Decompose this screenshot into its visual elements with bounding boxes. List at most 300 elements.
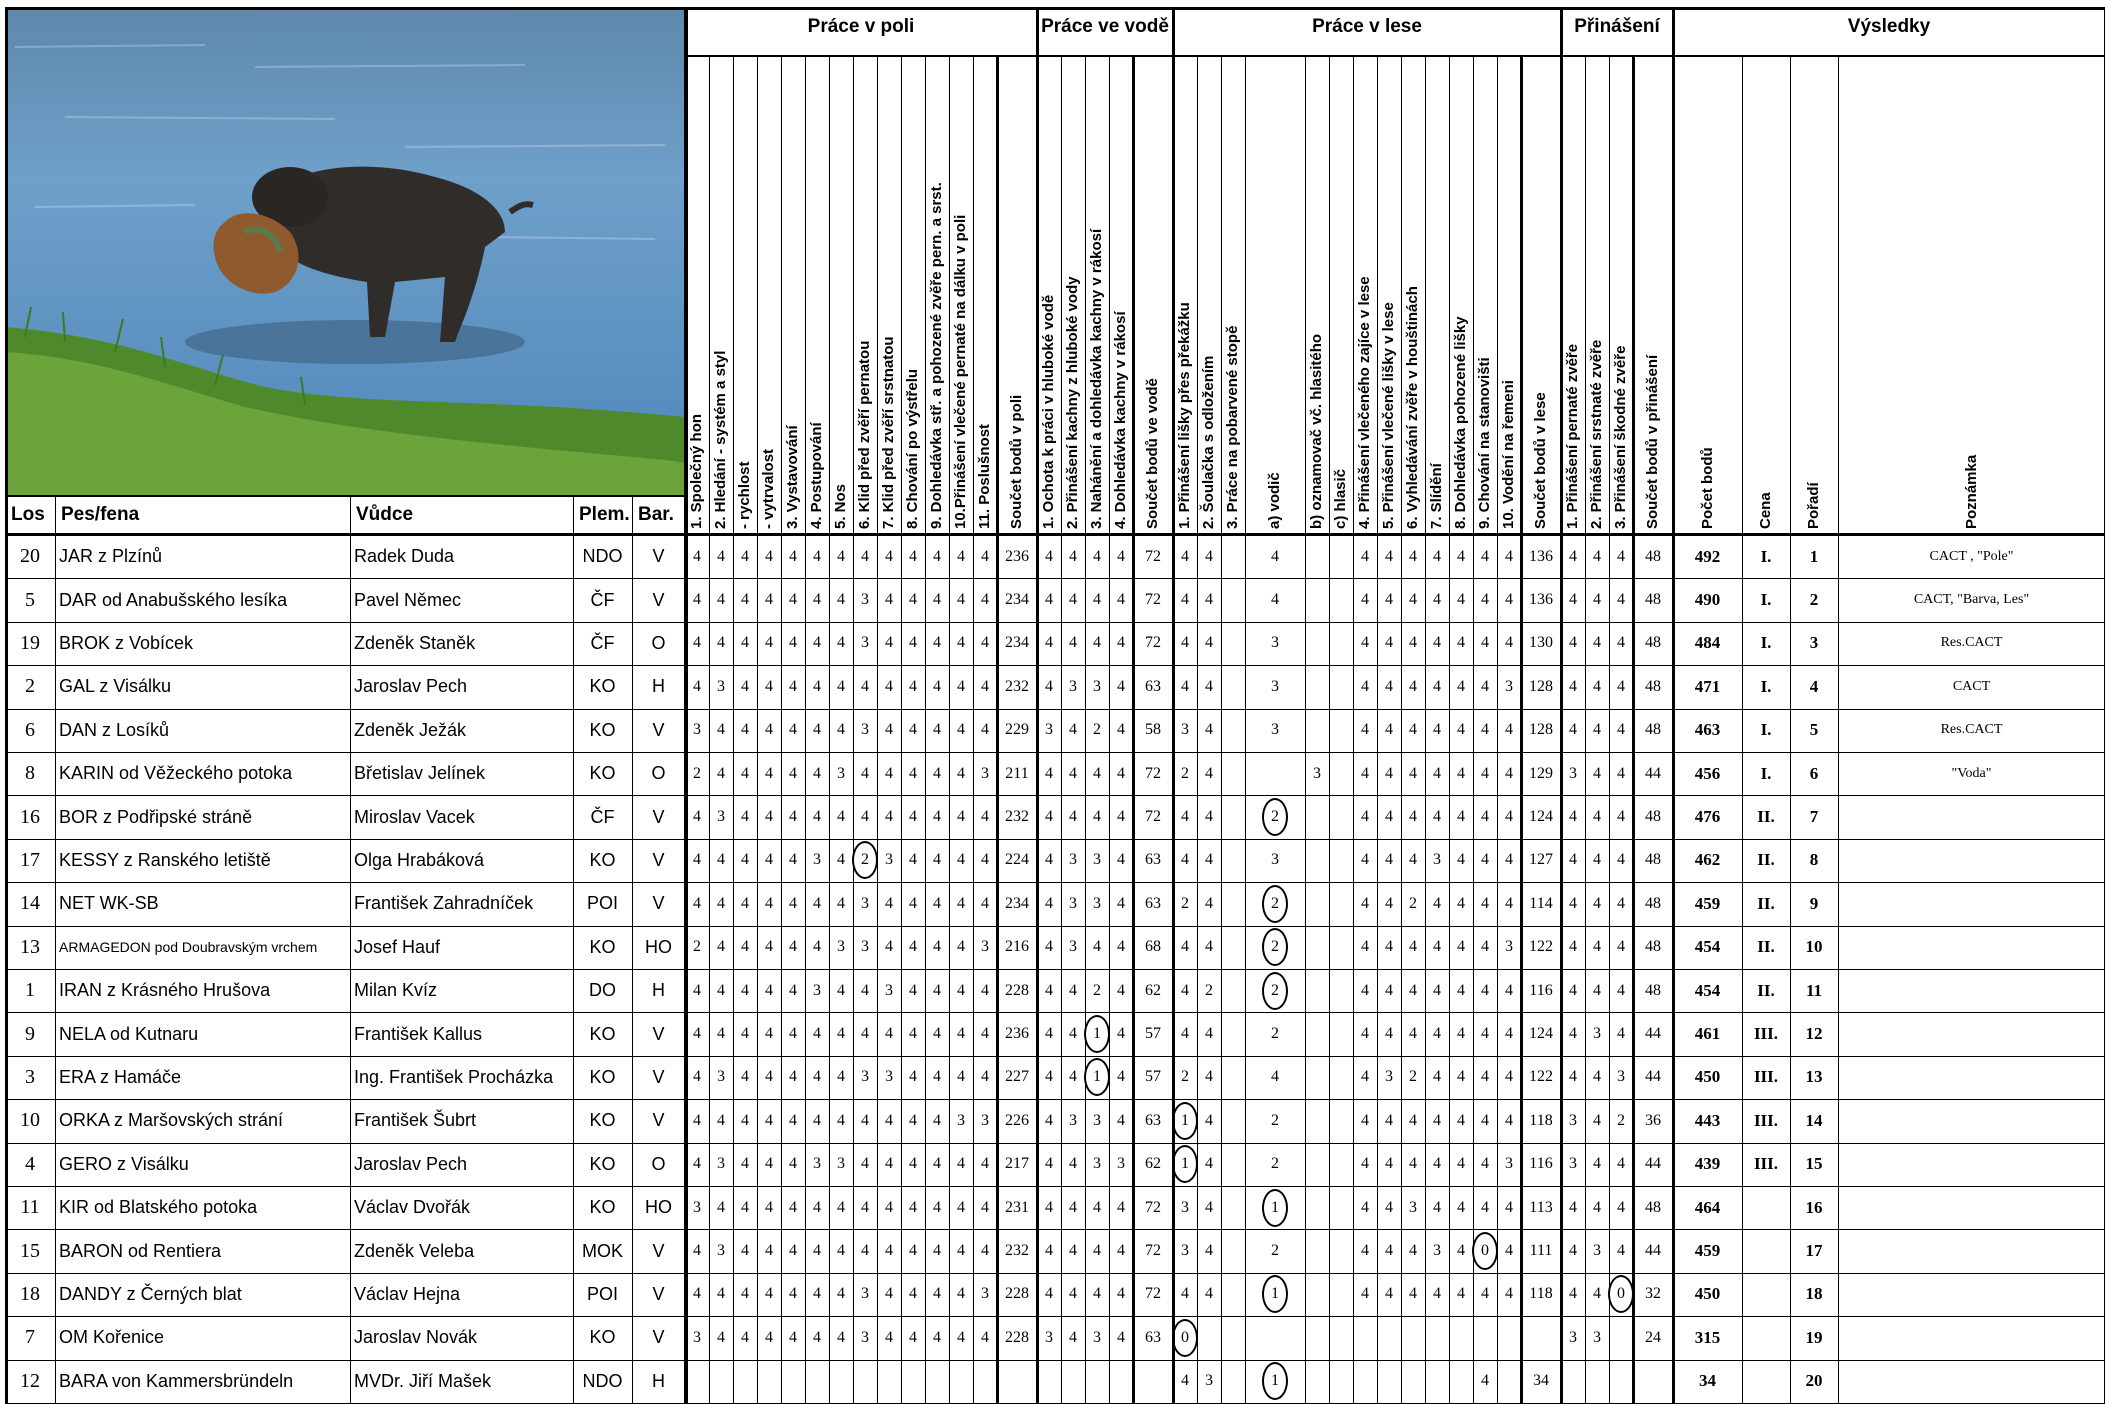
score-cell — [1561, 1360, 1585, 1403]
score-cell: 3 — [957, 1111, 965, 1129]
result-total: 461 — [1694, 1024, 1721, 1044]
result-note: CACT — [1952, 678, 1991, 694]
score-cell: 4 — [1117, 547, 1125, 565]
score-cell: 4 — [1457, 677, 1465, 695]
score-cell: 124 — [1529, 1025, 1553, 1043]
result-prize: III. — [1753, 1110, 1779, 1130]
result-prize: I. — [1760, 720, 1772, 740]
row-los: 6 — [25, 718, 35, 741]
score-cell: 4 — [861, 677, 869, 695]
score-cell: 48 — [1645, 808, 1661, 826]
score-cell: 4 — [693, 1068, 701, 1086]
score-cell: 4 — [1617, 851, 1625, 869]
score-cell: 1 — [1245, 1360, 1305, 1403]
score-cell — [1221, 882, 1245, 925]
score-cell: 4 — [765, 1155, 773, 1173]
grid-line — [5, 495, 685, 497]
score-cell: 4 — [1433, 547, 1441, 565]
grid-line — [877, 55, 878, 1403]
score-cell: 234 — [1005, 634, 1029, 652]
score-cell: 3 — [981, 938, 989, 956]
score-cell: 3 — [885, 981, 893, 999]
score-cell: 4 — [1205, 1111, 1213, 1129]
score-cell: 1 — [1173, 1099, 1197, 1142]
score-cell: 1 — [1245, 1186, 1305, 1229]
score-cell: 4 — [981, 1068, 989, 1086]
result-prize: I. — [1760, 676, 1772, 696]
row-handler: Olga Hrabáková — [354, 849, 485, 870]
result-note — [1838, 1273, 2105, 1316]
score-cell: 4 — [693, 547, 701, 565]
row-handler: Zdeněk Ježák — [354, 719, 467, 740]
score-cell: 4 — [1093, 808, 1101, 826]
row-los: 19 — [20, 631, 40, 654]
score-cell: 4 — [909, 634, 917, 652]
score-cell: 62 — [1145, 981, 1161, 999]
score-cell: 4 — [1617, 634, 1625, 652]
score-cell: 4 — [813, 1242, 821, 1260]
column-header: 11. Poslušnost — [976, 423, 993, 529]
score-cell — [1221, 1229, 1245, 1272]
score-cell: 4 — [1205, 894, 1213, 912]
score-cell: 3 — [1045, 1328, 1053, 1346]
row-los: 11 — [20, 1196, 40, 1219]
column-header: 8. Dohledávka pohozené lišky — [1452, 316, 1469, 529]
score-cell: 3 — [1271, 721, 1279, 739]
base-column-header: Pes/fena — [61, 504, 140, 525]
row-dog: NET WK-SB — [59, 893, 159, 914]
column-header: 1. Přinášení lišky přes překážku — [1176, 302, 1193, 529]
score-cell: 4 — [1205, 808, 1213, 826]
grid-line — [684, 7, 687, 1403]
score-cell: 48 — [1645, 981, 1661, 999]
score-cell: 4 — [1505, 1198, 1513, 1216]
row-handler: Radek Duda — [354, 546, 455, 567]
score-cell: 72 — [1145, 591, 1161, 609]
score-cell: 4 — [1069, 634, 1077, 652]
result-rank: 18 — [1805, 1284, 1823, 1304]
row-dog: BROK z Vobícek — [59, 632, 194, 653]
score-cell: 4 — [957, 1285, 965, 1303]
row-color: H — [652, 676, 665, 697]
row-dog: JAR z Plzínů — [59, 546, 163, 567]
score-cell: 4 — [861, 547, 869, 565]
column-header: a) vodič — [1266, 472, 1283, 529]
score-cell: 4 — [1045, 1242, 1053, 1260]
score-cell: 4 — [741, 721, 749, 739]
score-cell — [1221, 578, 1245, 621]
score-cell — [1133, 1360, 1173, 1403]
score-cell: 4 — [1205, 634, 1213, 652]
score-cell: 4 — [933, 1155, 941, 1173]
score-cell — [1425, 1316, 1449, 1359]
score-cell: 4 — [933, 591, 941, 609]
result-prize: II. — [1757, 850, 1775, 870]
grid-line — [1425, 55, 1426, 1403]
result-note — [1838, 795, 2105, 838]
score-cell: 228 — [1005, 1328, 1029, 1346]
score-cell: 4 — [813, 894, 821, 912]
grid-line — [1197, 55, 1198, 1403]
result-total: 490 — [1694, 590, 1721, 610]
score-cell: 3 — [885, 1068, 893, 1086]
score-cell: 4 — [1593, 808, 1601, 826]
score-cell: 4 — [885, 634, 893, 652]
column-header: 4. Postupování — [808, 422, 825, 529]
score-cell: 4 — [1409, 1242, 1417, 1260]
score-cell: 4 — [1045, 1155, 1053, 1173]
score-cell: 3 — [981, 1285, 989, 1303]
score-cell: 4 — [1505, 547, 1513, 565]
score-cell — [1425, 1360, 1449, 1403]
score-cell: 4 — [693, 591, 701, 609]
group-header: Výsledky — [1847, 16, 1931, 37]
grid-line — [1790, 55, 1791, 1403]
score-cell: 4 — [1569, 1242, 1577, 1260]
score-cell: 3 — [1385, 1068, 1393, 1086]
score-cell: 4 — [1385, 1111, 1393, 1129]
result-total: 459 — [1694, 1241, 1721, 1261]
row-breed: KO — [589, 1023, 616, 1044]
score-cell: 4 — [693, 677, 701, 695]
column-header: 3. Práce na pobarvené stopě — [1224, 325, 1241, 529]
result-rank: 5 — [1809, 720, 1819, 740]
score-cell: 4 — [957, 764, 965, 782]
score-cell: 229 — [1005, 721, 1029, 739]
score-cell: 4 — [885, 677, 893, 695]
grid-line — [1353, 55, 1354, 1403]
score-cell — [1329, 1316, 1353, 1359]
score-cell: 4 — [717, 1285, 725, 1303]
result-prize — [1742, 1316, 1790, 1359]
score-cell: 4 — [1385, 1155, 1393, 1173]
score-cell: 4 — [981, 981, 989, 999]
grid-line — [1609, 55, 1610, 1403]
score-cell: 4 — [1069, 1198, 1077, 1216]
score-cell: 4 — [1205, 938, 1213, 956]
score-cell: 4 — [717, 894, 725, 912]
score-cell — [1633, 1360, 1673, 1403]
score-cell: 4 — [1205, 1068, 1213, 1086]
score-cell: 4 — [1093, 1242, 1101, 1260]
score-cell: 128 — [1529, 677, 1553, 695]
score-cell: 4 — [1569, 1198, 1577, 1216]
score-cell — [1221, 709, 1245, 752]
score-cell: 4 — [1433, 808, 1441, 826]
result-total: 34 — [1699, 1371, 1716, 1391]
score-cell: 4 — [1457, 547, 1465, 565]
score-cell: 3 — [1093, 1155, 1101, 1173]
score-cell: 4 — [933, 721, 941, 739]
header-photo — [5, 7, 685, 495]
score-cell: 4 — [1433, 1285, 1441, 1303]
row-color: V — [652, 1110, 665, 1131]
score-cell: 4 — [837, 1111, 845, 1129]
score-cell: 4 — [885, 1025, 893, 1043]
score-cell: 4 — [1385, 721, 1393, 739]
grid-line — [5, 7, 2105, 10]
score-cell: 4 — [1205, 677, 1213, 695]
score-cell: 4 — [813, 1198, 821, 1216]
score-cell — [1305, 1012, 1329, 1055]
score-cell: 4 — [765, 1111, 773, 1129]
result-rank: 9 — [1809, 893, 1819, 913]
score-cell: 63 — [1145, 677, 1161, 695]
result-note — [1838, 882, 2105, 925]
grid-line — [1085, 55, 1086, 1403]
score-cell: 4 — [1481, 851, 1489, 869]
score-cell: 4 — [741, 981, 749, 999]
result-note — [1838, 1229, 2105, 1272]
score-cell: 3 — [861, 591, 869, 609]
score-cell: 3 — [1069, 894, 1077, 912]
score-cell: 4 — [1117, 1111, 1125, 1129]
score-cell: 4 — [1385, 1242, 1393, 1260]
score-cell: 4 — [1205, 591, 1213, 609]
score-cell: 4 — [837, 894, 845, 912]
score-cell: 4 — [1593, 1068, 1601, 1086]
score-cell: 3 — [837, 938, 845, 956]
score-cell: 3 — [861, 1068, 869, 1086]
score-cell — [1329, 882, 1353, 925]
score-cell — [1305, 622, 1329, 665]
row-breed: KO — [589, 763, 616, 784]
column-header: 1. Společný hon — [688, 413, 705, 529]
score-cell: 4 — [1457, 1242, 1465, 1260]
score-cell: 4 — [861, 1198, 869, 1216]
score-cell: 4 — [789, 1155, 797, 1173]
score-cell: 4 — [885, 894, 893, 912]
score-cell: 3 — [1313, 764, 1321, 782]
row-color: O — [651, 632, 666, 653]
score-cell: 4 — [1409, 1155, 1417, 1173]
row-dog: NELA od Kutnaru — [59, 1023, 199, 1044]
row-breed: ČF — [590, 632, 615, 653]
score-cell: 4 — [1457, 938, 1465, 956]
score-cell: 4 — [1117, 1328, 1125, 1346]
score-cell: 4 — [981, 1025, 989, 1043]
result-rank: 15 — [1805, 1154, 1823, 1174]
column-header: 6. Vyhledávání zvěře v houštinách — [1404, 286, 1421, 529]
score-cell: 4 — [1117, 894, 1125, 912]
score-cell: 4 — [1409, 764, 1417, 782]
score-cell: 4 — [861, 981, 869, 999]
score-cell: 4 — [1505, 808, 1513, 826]
score-cell — [1221, 1273, 1245, 1316]
grid-line — [1245, 55, 1246, 1403]
score-cell: 4 — [1457, 721, 1465, 739]
score-cell: 4 — [885, 1155, 893, 1173]
score-cell: 4 — [885, 938, 893, 956]
score-cell: 4 — [1593, 1198, 1601, 1216]
score-cell: 4 — [1271, 547, 1279, 565]
score-cell: 2 — [1245, 795, 1305, 838]
score-cell: 4 — [981, 634, 989, 652]
grid-line — [829, 55, 830, 1403]
score-cell: 2 — [1409, 894, 1417, 912]
score-cell: 4 — [933, 634, 941, 652]
score-cell: 48 — [1645, 634, 1661, 652]
score-cell: 4 — [1481, 1285, 1489, 1303]
score-cell: 4 — [909, 677, 917, 695]
score-cell — [1305, 1316, 1329, 1359]
score-cell: 4 — [1617, 1198, 1625, 1216]
score-cell — [1329, 1186, 1353, 1229]
score-cell: 111 — [1529, 1242, 1553, 1260]
row-color: HO — [645, 936, 672, 957]
score-cell: 4 — [1385, 1285, 1393, 1303]
score-cell: 4 — [1045, 808, 1053, 826]
score-cell: 4 — [741, 677, 749, 695]
row-handler: Ing. František Procházka — [354, 1066, 554, 1087]
score-cell: 4 — [1481, 721, 1489, 739]
grid-line — [1632, 55, 1635, 1403]
score-cell: 4 — [1181, 981, 1189, 999]
score-cell — [1221, 1012, 1245, 1055]
score-cell: 2 — [1245, 969, 1305, 1012]
score-cell: 3 — [1433, 851, 1441, 869]
score-cell: 4 — [861, 1155, 869, 1173]
score-cell: 4 — [1205, 1025, 1213, 1043]
grid-line — [805, 55, 806, 1403]
score-cell: 0 — [1609, 1273, 1633, 1316]
score-cell — [829, 1360, 853, 1403]
score-cell: 4 — [1205, 851, 1213, 869]
score-cell: 4 — [1569, 1025, 1577, 1043]
score-cell: 3 — [1069, 677, 1077, 695]
result-rank: 4 — [1809, 676, 1819, 696]
score-cell: 4 — [1409, 938, 1417, 956]
column-header: Součet bodů v poli — [1008, 394, 1025, 529]
score-cell: 4 — [1045, 1285, 1053, 1303]
result-rank: 3 — [1809, 633, 1819, 653]
score-cell: 4 — [885, 591, 893, 609]
row-color: V — [652, 1283, 665, 1304]
score-cell: 4 — [957, 1242, 965, 1260]
score-cell: 4 — [1617, 1025, 1625, 1043]
column-header: 9. Dohledávka stř. a pohozené zvěře pern. a srst. — [928, 182, 945, 529]
score-cell: 4 — [1617, 677, 1625, 695]
result-total: 462 — [1694, 850, 1721, 870]
row-dog: BARA von Kammersbründeln — [59, 1370, 294, 1391]
column-header: - rychlost — [736, 461, 753, 529]
row-dog: ERA z Hamáče — [59, 1066, 182, 1087]
score-cell: 4 — [957, 721, 965, 739]
score-cell: 4 — [1409, 1025, 1417, 1043]
score-cell: 4 — [1433, 1025, 1441, 1043]
score-cell — [1329, 1012, 1353, 1055]
score-cell: 3 — [1271, 634, 1279, 652]
row-los: 12 — [20, 1369, 40, 1392]
result-rank: 20 — [1805, 1371, 1823, 1391]
score-cell: 4 — [765, 808, 773, 826]
grid-line — [350, 495, 351, 1403]
score-cell: 4 — [789, 1198, 797, 1216]
result-prize: II. — [1757, 937, 1775, 957]
score-cell: 4 — [1569, 808, 1577, 826]
grid-line — [949, 55, 950, 1403]
score-cell: 4 — [1385, 634, 1393, 652]
score-cell: 4 — [1069, 1328, 1077, 1346]
score-cell: 4 — [909, 1328, 917, 1346]
grid-line — [573, 495, 574, 1403]
row-handler: Zdeněk Veleba — [354, 1240, 475, 1261]
score-cell: 4 — [1569, 634, 1577, 652]
score-cell: 4 — [933, 808, 941, 826]
score-cell: 4 — [1433, 764, 1441, 782]
result-total: 464 — [1694, 1197, 1721, 1217]
score-cell: 4 — [909, 1285, 917, 1303]
grid-line — [5, 7, 8, 1403]
score-cell: 4 — [789, 634, 797, 652]
score-cell: 4 — [1361, 1285, 1369, 1303]
result-total: 459 — [1694, 893, 1721, 913]
score-cell: 3 — [1093, 894, 1101, 912]
score-cell: 4 — [933, 894, 941, 912]
score-cell: 4 — [1505, 634, 1513, 652]
column-header: b) oznamovač vč. hlasitého — [1308, 333, 1325, 529]
grid-line — [1401, 55, 1402, 1403]
result-total: 315 — [1694, 1327, 1721, 1347]
score-cell: 4 — [957, 677, 965, 695]
grid-line — [1520, 55, 1523, 1403]
score-cell: 4 — [1409, 851, 1417, 869]
score-cell: 3 — [1569, 764, 1577, 782]
score-cell — [1305, 839, 1329, 882]
score-cell — [1329, 1229, 1353, 1272]
score-cell: 4 — [1045, 1198, 1053, 1216]
row-los: 14 — [20, 892, 40, 915]
row-handler: Břetislav Jelínek — [354, 763, 486, 784]
row-handler: František Šubrt — [354, 1110, 477, 1131]
score-cell: 4 — [1117, 851, 1125, 869]
column-header: 2. Přinášení srstnaté zvěře — [1588, 339, 1605, 529]
row-los: 17 — [20, 848, 40, 871]
result-note — [1838, 926, 2105, 969]
score-cell: 4 — [693, 1285, 701, 1303]
result-note — [1838, 1360, 2105, 1403]
score-cell: 4 — [1117, 1198, 1125, 1216]
result-prize: I. — [1760, 763, 1772, 783]
score-cell: 4 — [1361, 1242, 1369, 1260]
score-cell: 4 — [1505, 981, 1513, 999]
grid-line — [1329, 55, 1330, 1403]
score-cell: 4 — [741, 764, 749, 782]
score-cell — [973, 1360, 997, 1403]
score-cell — [1305, 665, 1329, 708]
score-cell: 4 — [1569, 591, 1577, 609]
row-los: 5 — [25, 588, 35, 611]
score-cell: 4 — [789, 1025, 797, 1043]
score-cell: 4 — [1385, 894, 1393, 912]
row-los: 10 — [20, 1109, 40, 1132]
score-cell: 3 — [813, 981, 821, 999]
score-cell: 4 — [1505, 1111, 1513, 1129]
score-cell: 4 — [693, 851, 701, 869]
score-cell: 4 — [837, 1285, 845, 1303]
score-cell: 4 — [1385, 808, 1393, 826]
score-cell: 3 — [1593, 1025, 1601, 1043]
score-cell — [997, 1360, 1037, 1403]
score-cell: 4 — [1457, 591, 1465, 609]
score-cell: 234 — [1005, 894, 1029, 912]
score-cell: 2 — [1205, 981, 1213, 999]
score-cell: 4 — [693, 1111, 701, 1129]
score-cell: 4 — [861, 764, 869, 782]
column-header: 10. Vodění na řemeni — [1500, 380, 1517, 529]
row-breed: KO — [589, 1066, 616, 1087]
score-cell — [1221, 535, 1245, 578]
